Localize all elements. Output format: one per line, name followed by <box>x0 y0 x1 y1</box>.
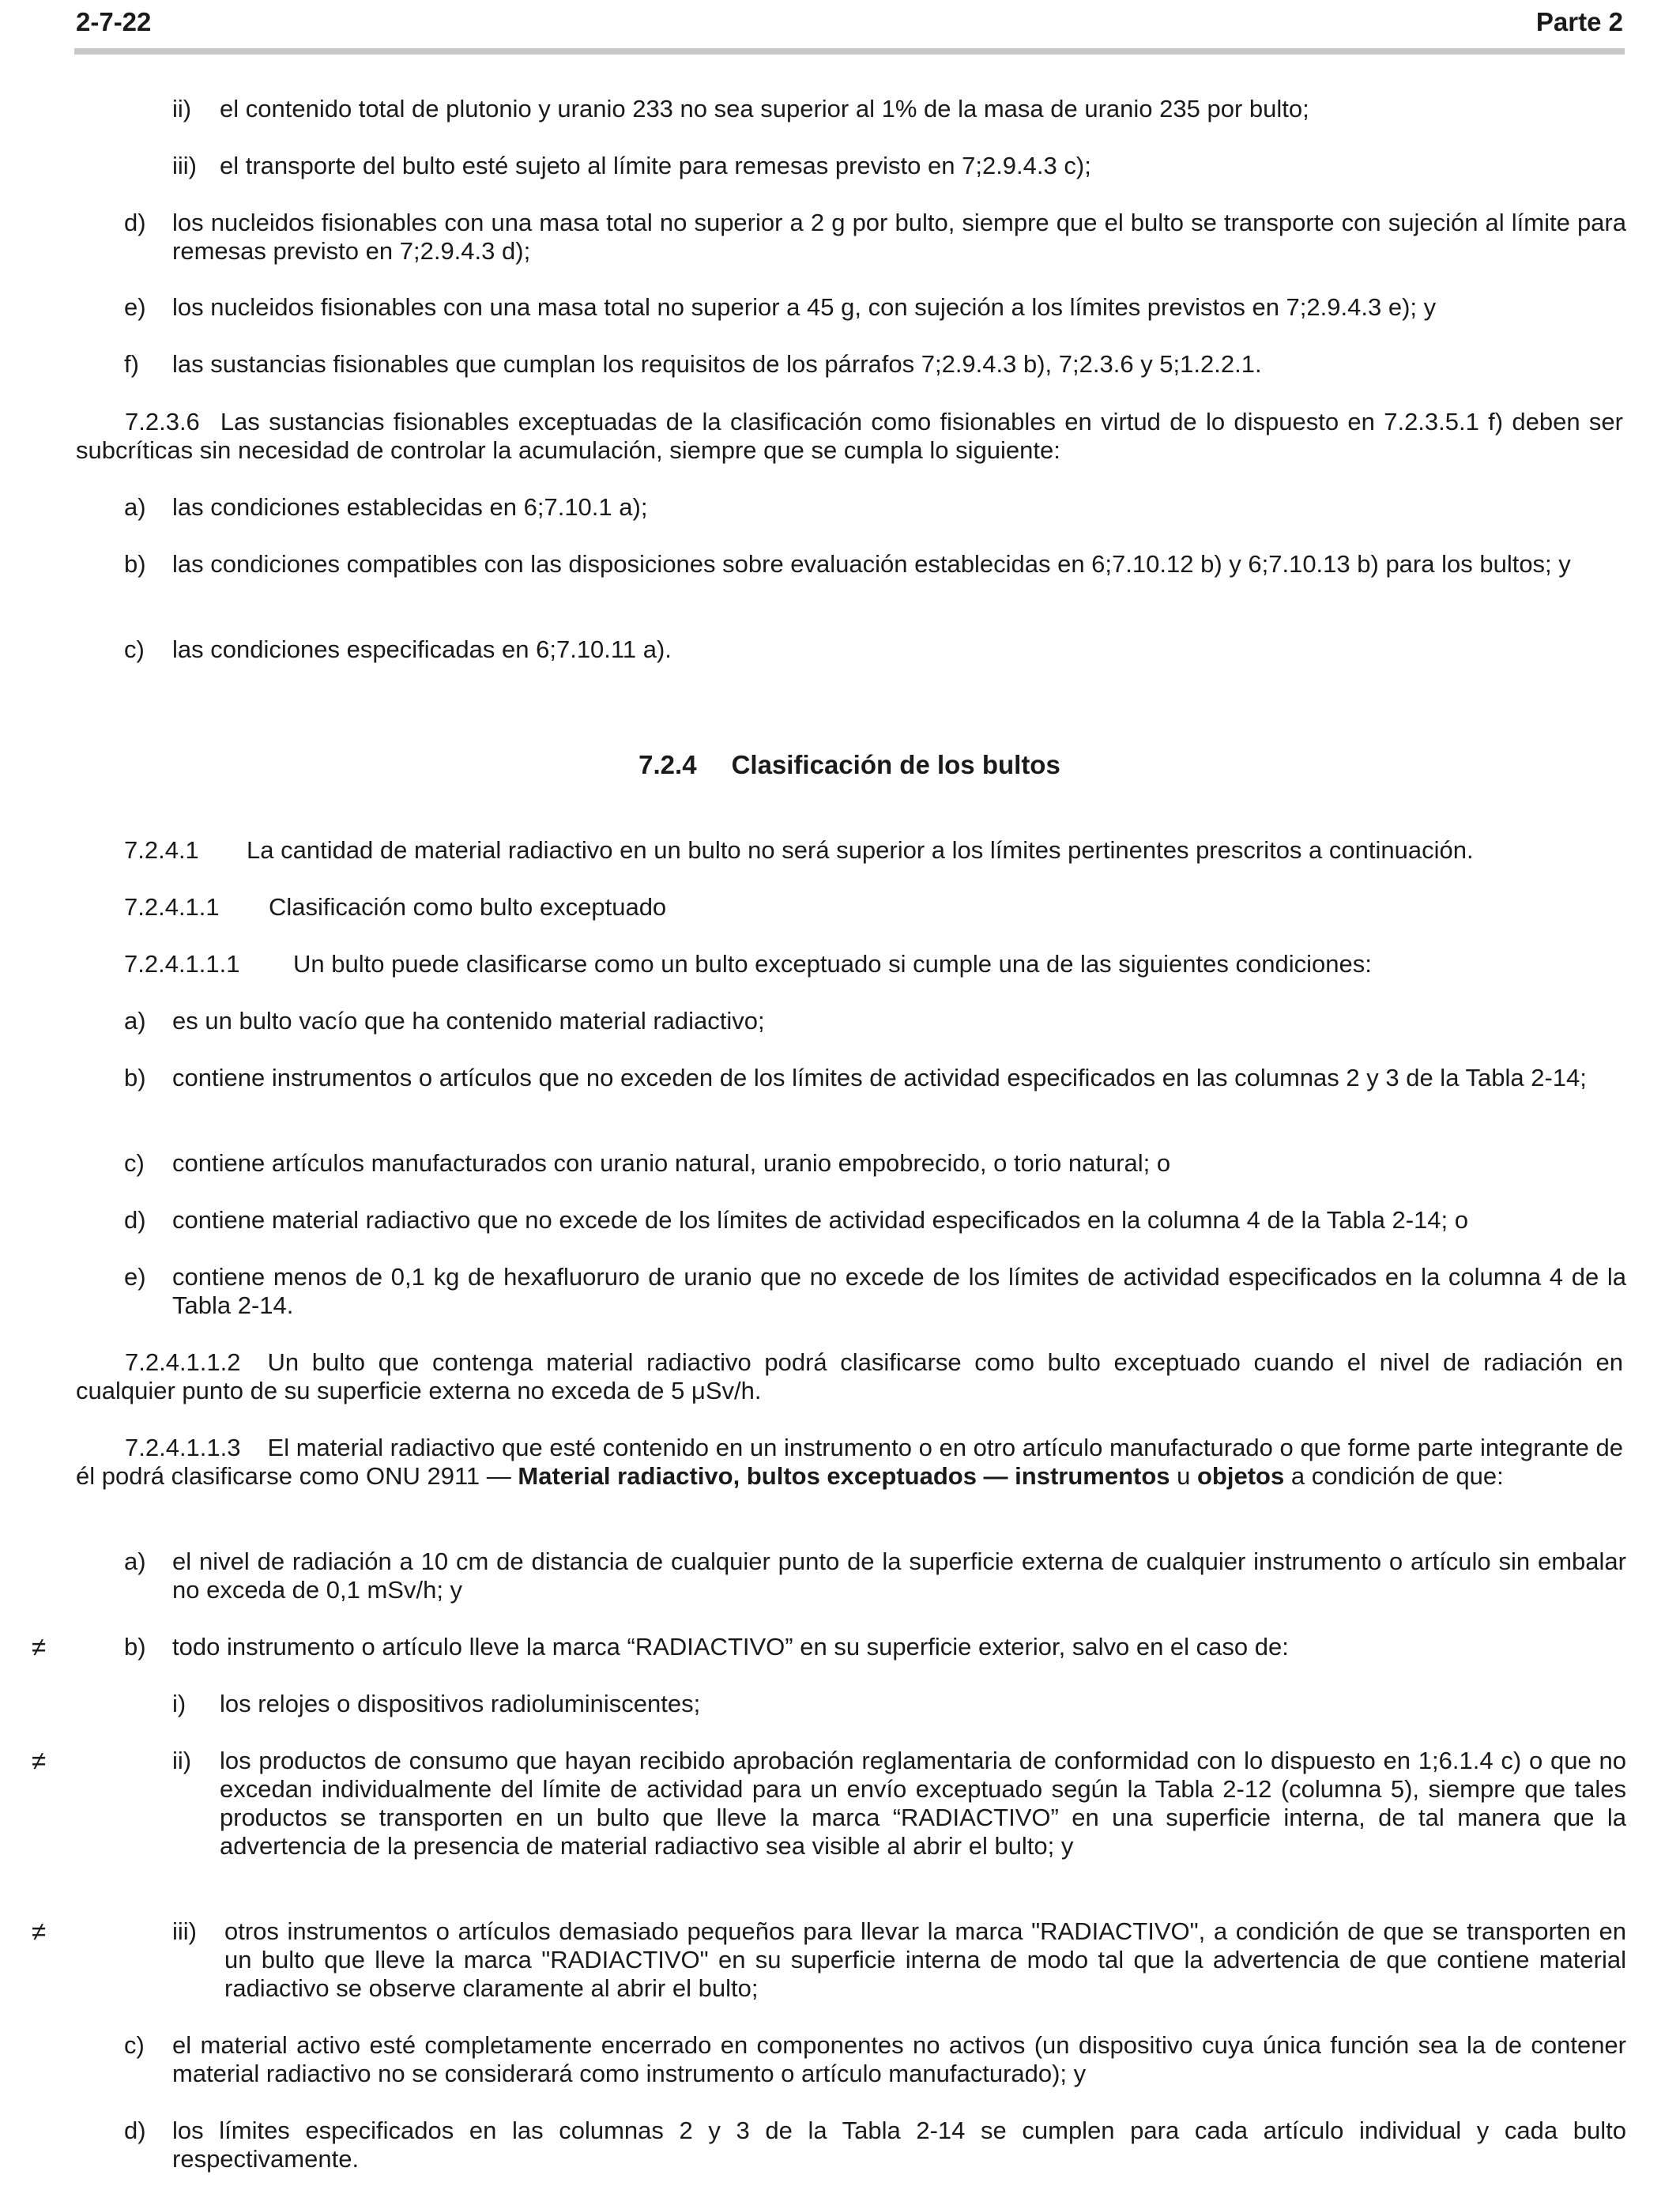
item-label: e) <box>124 1263 146 1291</box>
item-text: los relojes o dispositivos radioluminiscentes; <box>220 1690 701 1717</box>
paragraph-number: 7.2.4.1.1.3 <box>125 1434 241 1461</box>
item-text: los nucleidos fisionables con una masa total no superior a 45 g, con sujeción a los límites previstos en 7;2.9.4.3 e); y <box>172 293 1437 321</box>
un-entry-name: objetos <box>1197 1462 1285 1490</box>
item-text: todo instrumento o artículo lleve la marca “RADIACTIVO” en su superficie exterior, salvo en el caso de: <box>172 1633 1289 1661</box>
item-text: el nivel de radiación a 10 cm de distancia de cualquier punto de la superficie externa de cualquier instrumento o artículo sin embalar no exceda de 0,1 mSv/h; y <box>172 1547 1626 1604</box>
item-label: d) <box>124 2117 146 2144</box>
change-mark-icon: ≠ <box>32 1632 47 1661</box>
item-label: c) <box>124 635 145 663</box>
paragraph-text: u <box>1170 1462 1197 1490</box>
item-text: las condiciones compatibles con las disposiciones sobre evaluación establecidas en 6;7.10.12 b) y 6;7.10.13 b) para los bultos; y <box>172 550 1571 578</box>
item-text: otros instrumentos o artículos demasiado pequeños para llevar la marca "RADIACTIVO", a condición de que se transporten en un bulto que lleve la marca "RADIACTIVO" en su superficie interna de modo tal que la advertencia de que contiene material radiactivo se observe claramente al abrir el bulto; <box>224 1917 1626 2002</box>
paragraph-7-2-4-1-1-2 <box>76 1348 1623 1405</box>
item-label: c) <box>124 2031 145 2059</box>
item-label: a) <box>124 1547 146 1575</box>
paragraph-number: 7.2.4.1.1 <box>124 893 220 921</box>
item-label: d) <box>124 1206 146 1234</box>
section-heading <box>76 751 1623 779</box>
header-rule <box>74 48 1625 55</box>
item-label: ii) <box>172 95 192 123</box>
item-label: iii) <box>172 152 197 179</box>
paragraph-text: Un bulto que contenga material radiactivo podrá clasificarse como bulto exceptuado cuando el nivel de radiación en cualquier punto de su superficie externa no exceda de 5 μSv/h. <box>76 1348 1623 1404</box>
un-entry-name: Material radiactivo, bultos exceptuados — instrumentos <box>518 1462 1170 1490</box>
item-label: b) <box>124 1064 146 1091</box>
paragraph-7-2-3-6 <box>76 408 1623 465</box>
item-text: es un bulto vacío que ha contenido material radiactivo; <box>172 1007 765 1035</box>
item-text: contiene material radiactivo que no excede de los límites de actividad especificados en la columna 4 de la Tabla 2-14; o <box>172 1206 1468 1234</box>
item-text: el material activo esté completamente encerrado en componentes no activos (un dispositivo cuya única función sea la de contener material radiactivo no se considerará como instrumento o artículo manufacturado); y <box>172 2031 1626 2087</box>
paragraph-text: El material radiactivo que esté contenido en un instrumento o en otro artículo manufacturado o que forme parte integrante de él podrá clasificarse como ONU 2911 — <box>76 1434 1623 1490</box>
item-text: los nucleidos fisionables con una masa total no superior a 2 g por bulto, siempre que el bulto se transporte con sujeción al límite para remesas previsto en 7;2.9.4.3 d); <box>172 209 1626 265</box>
header-date: 2-7-22 <box>76 7 152 36</box>
paragraph-number: 7.2.3.6 <box>125 408 200 435</box>
paragraph-number: 7.2.4.1.1.1 <box>124 950 240 978</box>
item-label: b) <box>124 550 146 578</box>
item-label: iii) <box>172 1917 197 1945</box>
item-text: los productos de consumo que hayan recibido aprobación reglamentaria de conformidad con lo dispuesto en 1;6.1.4 c) o que no excedan individualmente del límite de actividad para un envío exceptuado según la Tabla 2-12 (columna 5), siempre que tales productos se transporten en un bulto que lleve la marca “RADIACTIVO” en una superficie interna, de tal manera que la advertencia de la presencia de material radiactivo sea visible al abrir el bulto; y <box>220 1747 1626 1860</box>
item-label: a) <box>124 1007 146 1035</box>
item-label: c) <box>124 1149 145 1177</box>
paragraph-text: Clasificación como bulto exceptuado <box>269 893 667 921</box>
item-label: b) <box>124 1633 146 1661</box>
item-text: contiene instrumentos o artículos que no exceden de los límites de actividad especificados en las columnas 2 y 3 de la Tabla 2-14; <box>172 1064 1587 1091</box>
item-label: i) <box>172 1690 186 1717</box>
paragraph-text: a condición de que: <box>1284 1462 1504 1490</box>
item-text: contiene menos de 0,1 kg de hexafluoruro de uranio que no excede de los límites de actividad especificados en la columna 4 de la Tabla 2-14. <box>172 1263 1626 1319</box>
item-text: las condiciones establecidas en 6;7.10.1 a); <box>172 493 648 521</box>
item-label: a) <box>124 493 146 521</box>
item-label: e) <box>124 293 146 321</box>
header-part: Parte 2 <box>1535 7 1623 36</box>
paragraph-number: 7.2.4.1 <box>124 836 199 864</box>
section-number: 7.2.4 <box>638 750 697 779</box>
item-text: el transporte del bulto esté sujeto al límite para remesas previsto en 7;2.9.4.3 c); <box>220 152 1091 179</box>
item-text: los límites especificados en las columnas 2 y 3 de la Tabla 2-14 se cumplen para cada artículo individual y cada bulto respectivamente. <box>172 2117 1626 2173</box>
item-text: contiene artículos manufacturados con uranio natural, uranio empobrecido, o torio natural; o <box>172 1149 1171 1177</box>
paragraph-number: 7.2.4.1.1.2 <box>125 1348 241 1376</box>
paragraph-7-2-4-1-1-3 <box>76 1434 1623 1491</box>
item-label: ii) <box>172 1747 192 1774</box>
item-text: las sustancias fisionables que cumplan los requisitos de los párrafos 7;2.9.4.3 b), 7;2.3.6 y 5;1.2.2.1. <box>172 350 1262 378</box>
change-mark-icon: ≠ <box>32 1917 47 1946</box>
change-mark-icon: ≠ <box>32 1746 47 1775</box>
section-title: Clasificación de los bultos <box>731 750 1060 779</box>
item-label: d) <box>124 209 146 236</box>
paragraph-text: Un bulto puede clasificarse como un bulto exceptuado si cumple una de las siguientes condiciones: <box>293 950 1372 978</box>
item-text: las condiciones especificadas en 6;7.10.11 a). <box>172 635 672 663</box>
paragraph-text: Las sustancias fisionables exceptuadas de la clasificación como fisionables en virtud de lo dispuesto en 7.2.3.5.1 f) deben ser subcríticas sin necesidad de controlar la acumulación, siempre que se cumpla lo siguiente: <box>76 408 1623 464</box>
paragraph-text: La cantidad de material radiactivo en un bulto no será superior a los límites pertinentes prescritos a continuación. <box>247 836 1474 864</box>
item-label: f) <box>124 350 139 378</box>
item-text: el contenido total de plutonio y uranio 233 no sea superior al 1% de la masa de uranio 235 por bulto; <box>220 95 1309 123</box>
